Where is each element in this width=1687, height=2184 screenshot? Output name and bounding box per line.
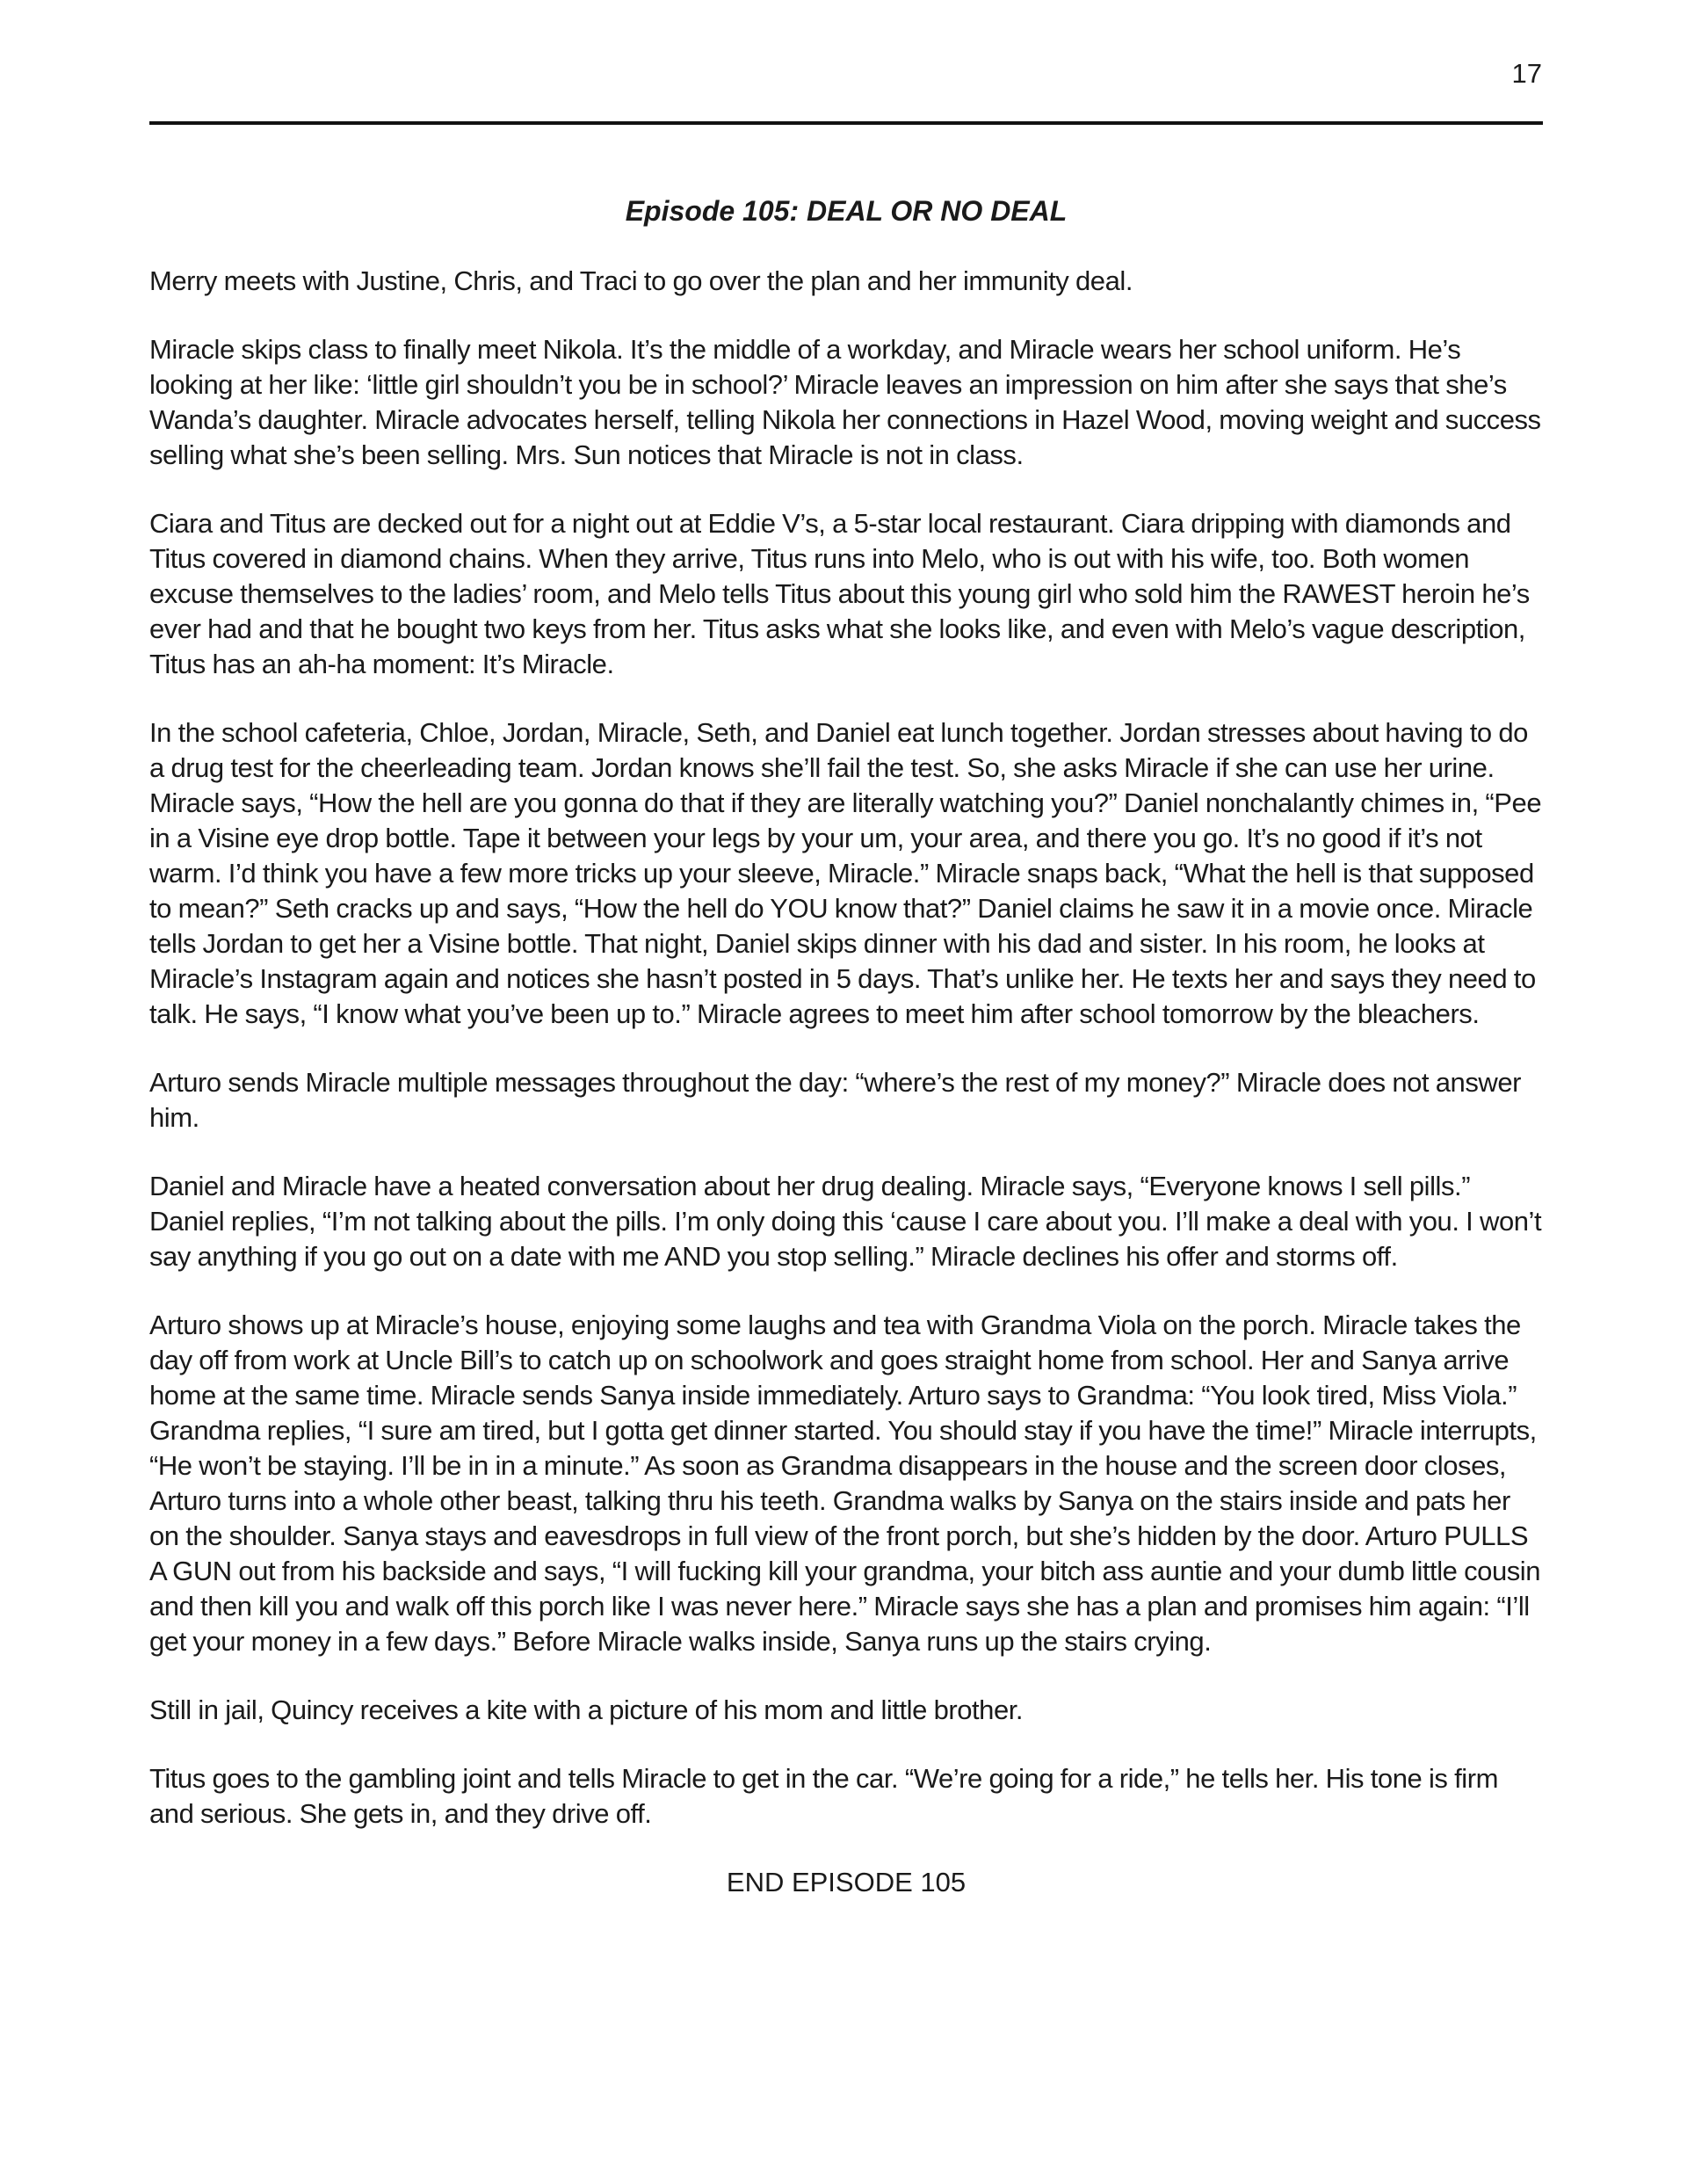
- paragraph: In the school cafeteria, Chloe, Jordan, Miracle, Seth, and Daniel eat lunch together. Jordan stresses about having to do a drug test for the cheerleading team. Jordan knows she’ll fail the test. So, she asks Miracle if she can use her urine. Miracle says, “How the hell are you gonna do that if they are literally watching you?” Daniel nonchalantly chimes in, “Pee in a Visine eye drop bottle. Tape it between your legs by your um, your area, and there you go. It’s no good if it’s not warm. I’d think you have a few more tricks up your sleeve, Miracle.” Miracle snaps back, “What the hell is that supposed to mean?” Seth cracks up and says, “How the hell do YOU know that?” Daniel claims he saw it in a movie once. Miracle tells Jordan to get her a Visine bottle. That night, Daniel skips dinner with his dad and sister. In his room, he looks at Miracle’s Instagram again and notices she hasn’t posted in 5 days. That’s unlike her. He texts her and says they need to talk. He says, “I know what you’ve been up to.” Miracle agrees to meet him after school tomorrow by the bleachers.: [149, 717, 1542, 1029]
- paragraph: Still in jail, Quincy receives a kite with a picture of his mom and little brother.: [149, 1694, 1024, 1725]
- paragraph: Arturo sends Miracle multiple messages throughout the day: “where’s the rest of my money?” Miracle does not answer him.: [149, 1067, 1521, 1133]
- paragraph: Merry meets with Justine, Chris, and Traci to go over the plan and her immunity deal.: [149, 265, 1133, 296]
- episode-content: [149, 193, 1543, 1900]
- paragraph: Arturo shows up at Miracle’s house, enjoying some laughs and tea with Grandma Viola on the porch. Miracle takes the day off from work at Uncle Bill’s to catch up on schoolwork and goes straight home from school. Her and Sanya arrive home at the same time. Miracle sends Sanya inside immediately. Arturo says to Grandma: “You look tired, Miss Viola.” Grandma replies, “I sure am tired, but I gotta get dinner started. You should stay if you have the time!” Miracle interrupts, “He won’t be staying. I’ll be in in a minute.” As soon as Grandma disappears in the house and the screen door closes, Arturo turns into a whole other beast, talking thru his teeth. Grandma walks by Sanya on the stairs inside and pats her on the shoulder. Sanya stays and eavesdrops in full view of the front porch, but she’s hidden by the door. Arturo PULLS A GUN out from his backside and says, “I will fucking kill your grandma, your bitch ass auntie and your dumb little cousin and then kill you and walk off this porch like I was never here.” Miracle says she has a plan and promises him again: “I’ll get your money in a few days.” Before Miracle walks inside, Sanya runs up the stairs crying.: [149, 1310, 1541, 1657]
- paragraph: Titus goes to the gambling joint and tells Miracle to get in the car. “We’re going for a ride,” he tells her. His tone is firm and serious. She gets in, and they drive off.: [149, 1763, 1498, 1829]
- page-number: 17: [1511, 58, 1542, 89]
- paragraph: Ciara and Titus are decked out for a night out at Eddie V’s, a 5-star local restaurant. Ciara dripping with diamonds and Titus covered in diamond chains. When they arrive, Titus runs into Melo, who is out with his wife, too. Both women excuse themselves to the ladies’ room, and Melo tells Titus about this young girl who sold him the RAWEST heroin he’s ever had and that he bought two keys from her. Titus asks what she looks like, and even with Melo’s vague description, Titus has an ah-ha moment: It’s Miracle.: [149, 508, 1530, 679]
- paragraph: Miracle skips class to finally meet Nikola. It’s the middle of a workday, and Miracle wears her school uniform. He’s looking at her like: ‘little girl shouldn’t you be in school?’ Miracle leaves an impression on him after she says that she’s Wanda’s daughter. Miracle advocates herself, telling Nikola her connections in Hazel Wood, moving weight and success selling what she’s been selling. Mrs. Sun notices that Miracle is not in class.: [149, 334, 1541, 470]
- episode-title: Episode 105: DEAL OR NO DEAL: [625, 195, 1068, 227]
- paragraph: Daniel and Miracle have a heated conversation about her drug dealing. Miracle says, “Everyone knows I sell pills.” Daniel replies, “I’m not talking about the pills. I’m only doing this ‘cause I care about you. I’ll make a deal with you. I won’t say anything if you go out on a date with me AND you stop selling.” Miracle declines his offer and storms off.: [149, 1171, 1542, 1272]
- end-episode-marker: END EPISODE 105: [726, 1867, 967, 1897]
- header-divider: [149, 121, 1543, 125]
